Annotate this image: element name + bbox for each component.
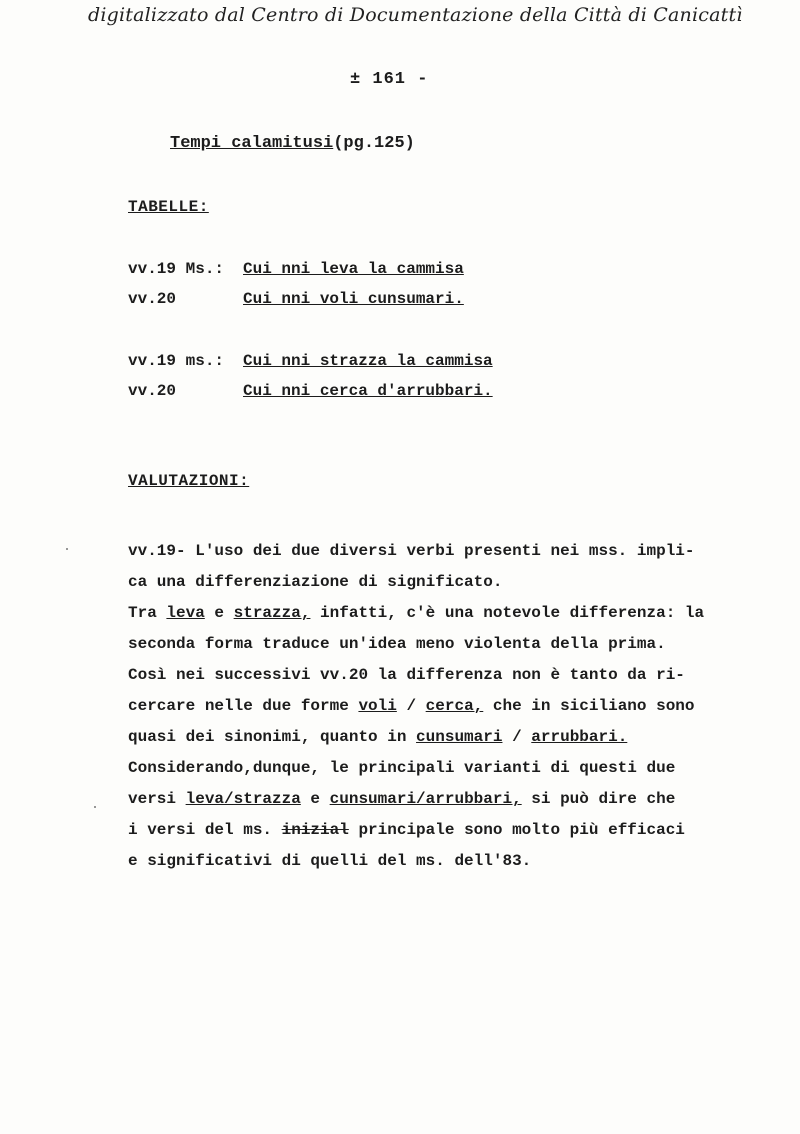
title-page-ref: (pg.125): [333, 134, 415, 153]
page-number: ± 161 -: [350, 70, 429, 89]
body-line: [128, 722, 768, 753]
section-title: [170, 134, 415, 153]
text-run: che in siciliano sono: [483, 697, 695, 715]
underlined-word: cerca,: [425, 697, 484, 715]
valutazioni-body: [128, 536, 768, 877]
verse-row: [128, 260, 464, 278]
underlined-word: arrubbari.: [531, 728, 628, 746]
valutazioni-heading: VALUTAZIONI:: [128, 472, 250, 490]
text-run: principale sono molto più efficaci: [348, 821, 685, 839]
text-run: /: [396, 697, 426, 715]
underlined-word: leva/strazza: [185, 790, 301, 808]
body-line: [128, 691, 768, 722]
body-line: ca una differenziazione di significato.: [128, 573, 503, 591]
underlined-word: leva: [166, 604, 205, 622]
text-run: versi: [128, 790, 186, 808]
verse-row: [128, 382, 493, 400]
underlined-word: strazza,: [233, 604, 311, 622]
verse-row: [128, 352, 493, 370]
text-run: infatti, c'è una notevole differenza: la: [310, 604, 705, 622]
title-main: Tempi calamitusi: [170, 134, 334, 153]
struck-word: inizial: [281, 821, 349, 839]
body-line: [128, 598, 768, 629]
verse-text: Cui nni cerca d'arrubbari.: [243, 382, 493, 400]
underlined-word: cunsumari: [416, 728, 503, 746]
paper-speck: [94, 806, 96, 808]
body-line: [128, 784, 768, 815]
body-line: seconda forma traduce un'idea meno violenta della prima.: [128, 635, 666, 653]
underlined-word: voli: [358, 697, 397, 715]
body-line: Così nei successivi vv.20 la differenza non è tanto da ri-: [128, 666, 685, 684]
body-line: e significativi di quelli del ms. dell'83.: [128, 852, 532, 870]
tabelle-heading: TABELLE:: [128, 198, 209, 216]
text-run: i versi del ms.: [128, 821, 282, 839]
text-run: e: [300, 790, 330, 808]
verse-ref: vv.19 ms.:: [128, 352, 225, 370]
verse-ref: vv.20: [128, 382, 177, 400]
verse-text: Cui nni leva la cammisa: [243, 260, 464, 278]
text-run: e: [204, 604, 234, 622]
underlined-word: cunsumari/arrubbari,: [329, 790, 522, 808]
text-run: Tra: [128, 604, 167, 622]
verse-text: Cui nni strazza la cammisa: [243, 352, 493, 370]
verse-ref: vv.20: [128, 290, 177, 308]
text-run: cercare nelle due forme: [128, 697, 359, 715]
body-line: [128, 815, 768, 846]
text-run: /: [502, 728, 532, 746]
digitization-credit: digitalizzato dal Centro di Documentazione della Città di Canicattì: [88, 4, 743, 26]
text-run: si può dire che: [521, 790, 676, 808]
body-line: Considerando,dunque, le principali varianti di questi due: [128, 759, 676, 777]
text-run: quasi dei sinonimi, quanto in: [128, 728, 417, 746]
body-line: vv.19- L'uso dei due diversi verbi presenti nei mss. impli-: [128, 542, 695, 560]
paper-speck: [66, 548, 68, 550]
verse-text: Cui nni voli cunsumari.: [243, 290, 464, 308]
verse-row: [128, 290, 464, 308]
verse-ref: vv.19 Ms.:: [128, 260, 225, 278]
